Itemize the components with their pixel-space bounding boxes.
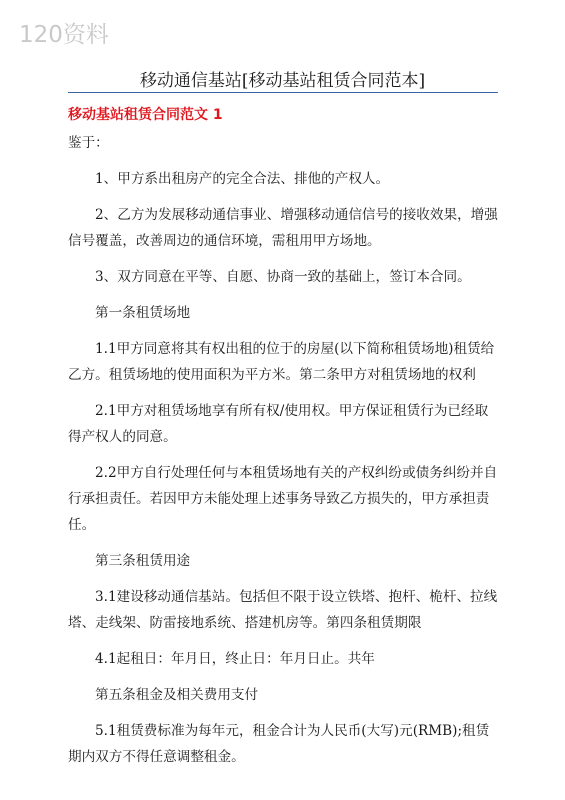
paragraph-1-1: 1.1甲方同意将其有权出租的位于的房屋(以下简称租赁场地)租赁给乙方。租赁场地的使用面积为平方米。第二条甲方对租赁场地的权利 [68,341,495,383]
paragraph-clause-3: 3、双方同意在平等、自愿、协商一致的基础上，签订本合同。 [95,269,471,285]
title-divider [68,92,498,93]
document-body [68,130,500,780]
article-heading-5: 第五条租金及相关费用支付 [95,687,259,703]
paragraph-clause-1: 1、甲方系出租房产的完全合法、排他的产权人。 [95,171,390,187]
paragraph-2-2: 2.2甲方自行处理任何与本租赁场地有关的产权纠纷或债务纠纷并自行承担责任。若因甲方未能处理上述事务导致乙方损失的，甲方承担责任。 [68,465,498,533]
paragraph-clause-2: 2、乙方为发展移动通信事业、增强移动通信信号的接收效果，增强信号覆盖，改善周边的通信环境，需租用甲方场地。 [68,207,498,249]
paragraph-2-1: 2.1甲方对租赁场地享有所有权/使用权。甲方保证租赁行为已经取得产权人的同意。 [68,403,489,445]
section-heading: 移动基站租赁合同范文 1 [68,107,223,123]
document-title: 移动通信基站[移动基站租赁合同范本] [139,71,426,91]
watermark-logo: 120资料 [19,22,109,48]
paragraph-preamble: 鉴于： [68,135,109,151]
paragraph-3-1: 3.1建设移动通信基站。包括但不限于设立铁塔、抱杆、桅杆、拉线塔、走线架、防雷接地系统、搭建机房等。第四条租赁期限 [68,589,498,631]
paragraph-4-1: 4.1起租日：年月日，终止日：年月日止。共年 [95,651,375,667]
article-heading-3: 第三条租赁用途 [95,553,191,569]
article-heading-1: 第一条租赁场地 [95,305,191,321]
paragraph-5-1: 5.1租赁费标准为每年元，租金合计为人民币(大写)元(RMB);租赁期内双方不得任意调整租金。 [68,723,490,765]
